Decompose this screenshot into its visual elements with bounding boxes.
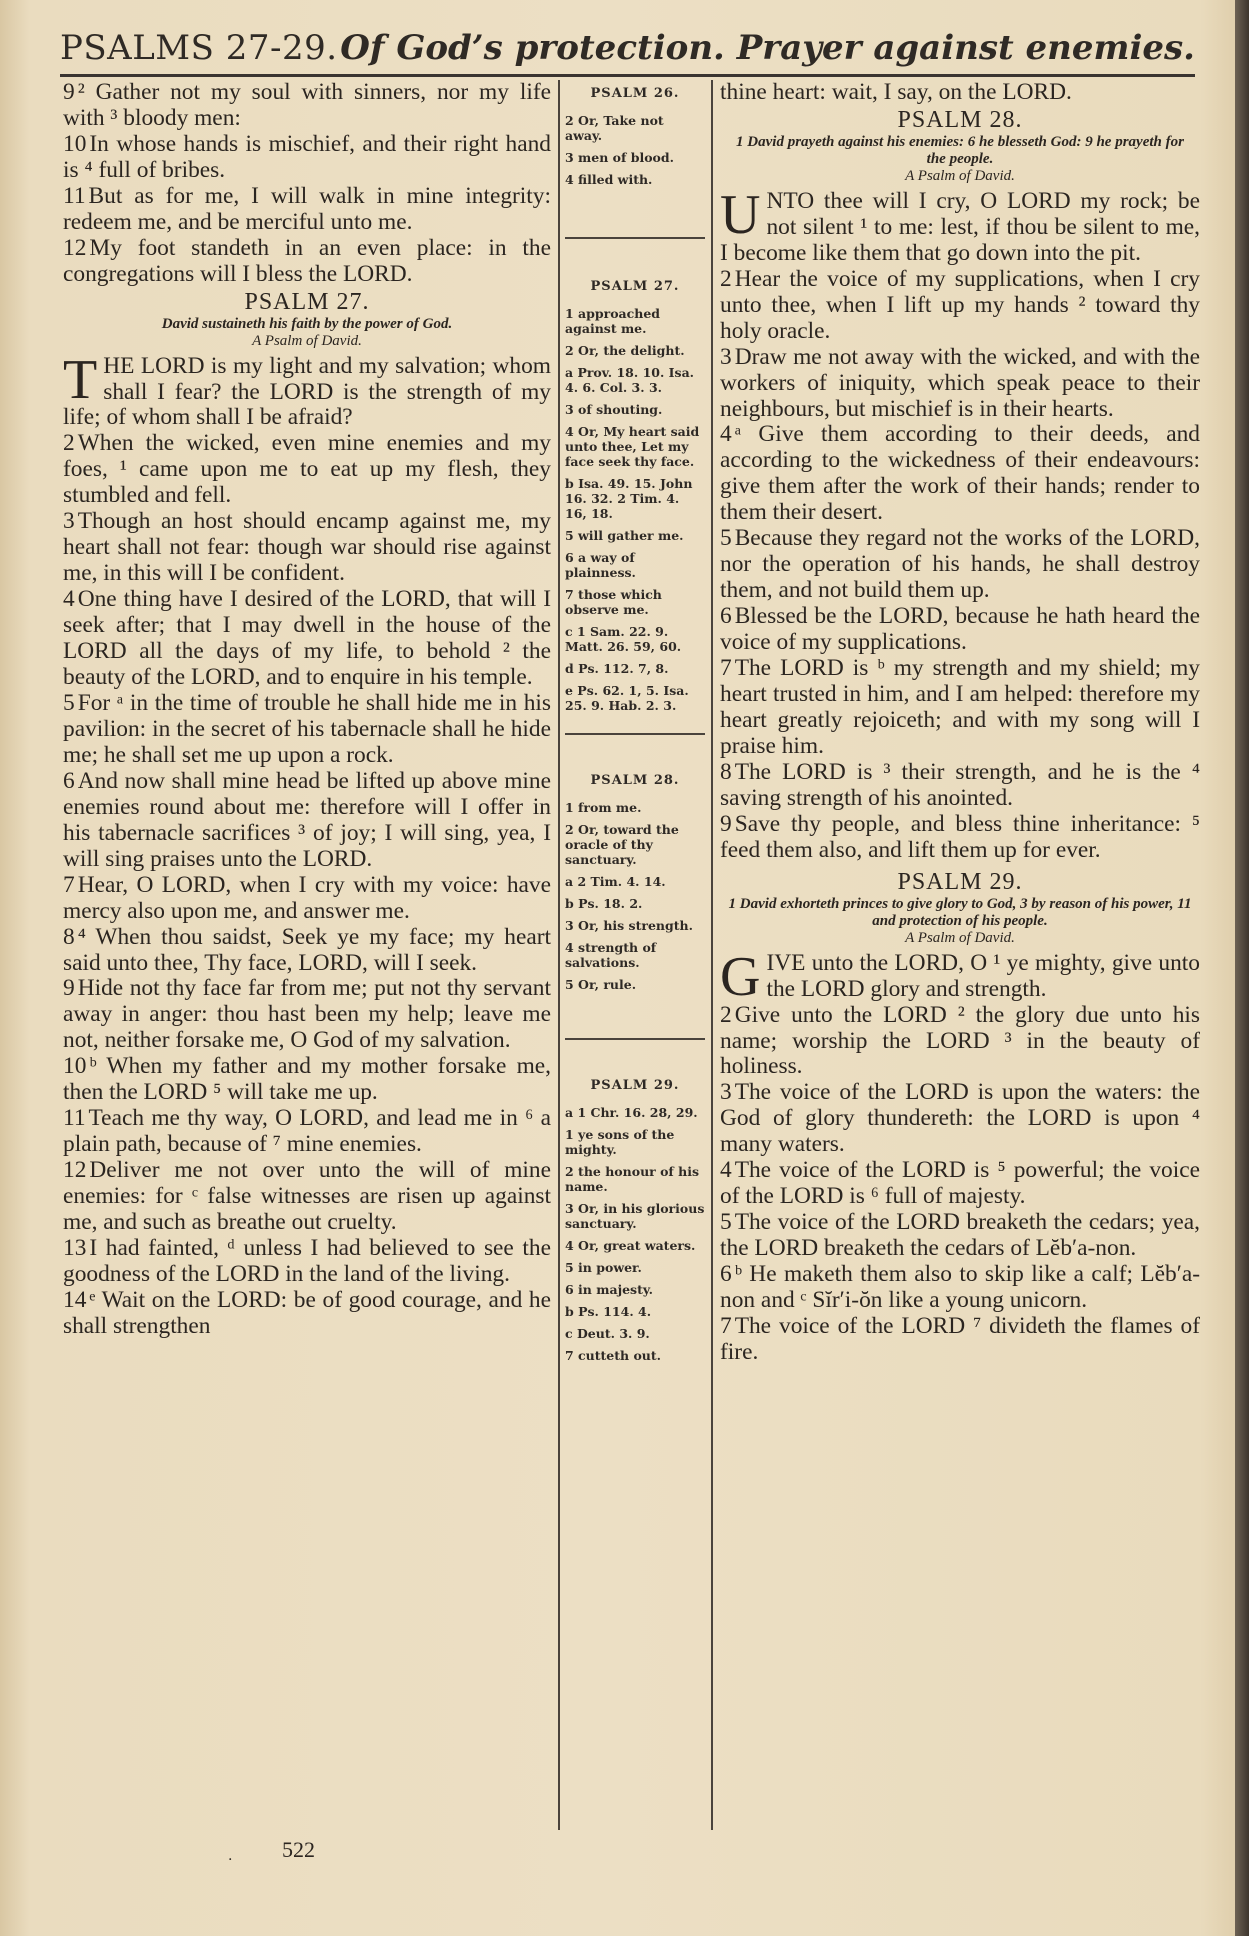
verse: 4 One thing have I desired of the LORD, that will I seek after; that I may dwell in the house of the LORD all the days of my life, to behold ² the beauty of the LORD, and to enquire in his temple. <box>63 586 551 691</box>
marginal-note: a 1 Chr. 16. 28, 29. <box>565 1105 698 1120</box>
marginal-note: 2 Or, the delight. <box>565 343 685 358</box>
verse: 7 The voice of the LORD ⁷ divideth the flames of fire. <box>720 1312 1200 1365</box>
marginal-note: c Deut. 3. 9. <box>565 1326 650 1341</box>
drop-cap: U <box>720 183 761 246</box>
verse: 12 Deliver me not over unto the will of mine enemies: for ᶜ false witnesses are risen up against me, and such as breathe out cruelty. <box>63 1157 551 1236</box>
verse: 14 ᵉ Wait on the LORD: be of good courage, and he shall strengthen <box>63 1286 551 1339</box>
marginal-note: 1 from me. <box>565 800 642 815</box>
marginal-note: 5 will gather me. <box>565 528 684 543</box>
marginal-note: 2 Or, Take not away. <box>565 113 664 143</box>
marginal-note: b Ps. 114. 4. <box>565 1304 652 1319</box>
verse: 5 For ᵃ in the time of trouble he shall hide me in his pavilion: in the secret of his tabernacle shall he hide me; he shall set me up upon a rock. <box>63 689 551 768</box>
psalm-28-summary: 1 David prayeth against his enemies: 6 he blesseth God: 9 he prayeth for the people. <box>736 133 1184 167</box>
footer-mark: . <box>228 1848 233 1864</box>
verse: 9 Hide not thy face far from me; put not thy servant away in anger: thou hast been my help; leave me not, neither forsake me, O God of my salvation. <box>63 975 551 1054</box>
verse: 7 The LORD is ᵇ my strength and my shield; my heart trusted in him, and I am helped: therefore my heart greatly rejoiceth; and with my song will I praise him. <box>720 655 1200 759</box>
marginal-note: 7 those which observe me. <box>565 587 662 617</box>
marginal-note: 2 the honour of his name. <box>565 1164 700 1194</box>
header-rule <box>60 74 1195 77</box>
verse: 4 The voice of the LORD is ⁵ powerful; the voice of the LORD is ⁶ full of majesty. <box>720 1157 1200 1210</box>
verse: 8 The LORD is ³ their strength, and he is the ⁴ saving strength of his anointed. <box>720 758 1200 811</box>
verse: 2 When the wicked, even mine enemies and my foes, ¹ came upon me to eat up my flesh, they stumbled and fell. <box>63 430 551 509</box>
verse: 9 Save thy people, and bless thine inheritance: ⁵ feed them also, and lift them up for ever. <box>720 810 1200 863</box>
notes-group-28 <box>565 800 705 992</box>
left-text-column <box>63 80 551 1835</box>
marginal-note: 3 men of blood. <box>565 150 674 165</box>
psalm-28-heading: PSALM 28. <box>897 106 1023 133</box>
verse: 5 The voice of the LORD breaketh the cedars; yea, the LORD breaketh the cedars of Lĕb′a-non. <box>720 1209 1200 1262</box>
psalm-28-attribution: A Psalm of David. <box>905 167 1015 184</box>
verse: 2 Give unto the LORD ² the glory due unto his name; worship the LORD ³ in the beauty of holiness. <box>720 1001 1200 1080</box>
verse: 3 Draw me not away with the wicked, and with the workers of iniquity, which speak peace to their neighbours, but mischief is in their hearts. <box>720 343 1200 422</box>
notes-heading: PSALM 29. <box>590 1078 680 1093</box>
psalm-29-heading: PSALM 29. <box>897 868 1023 895</box>
verse: 5 Because they regard not the works of the LORD, nor the operation of his hands, he shall destroy them, and not build them up. <box>720 525 1200 604</box>
running-header <box>60 28 1195 78</box>
page-number: 522 <box>282 1837 315 1862</box>
marginal-note: 3 Or, his strength. <box>565 918 693 933</box>
marginal-note: a Prov. 18. 10. Isa. 4. 6. Col. 3. 3. <box>565 365 695 395</box>
notes-heading: PSALM 28. <box>590 773 680 788</box>
marginal-note: 5 Or, rule. <box>565 977 637 992</box>
psalm-27-summary: David sustaineth his faith by the power of God. <box>161 315 453 332</box>
notes-heading: PSALM 26. <box>590 86 680 101</box>
marginal-note: a 2 Tim. 4. 14. <box>565 874 666 889</box>
marginal-note: d Ps. 112. 7, 8. <box>565 661 669 676</box>
drop-cap: G <box>720 945 761 1008</box>
marginal-note: 1 approached against me. <box>565 306 661 336</box>
verse: 10 ᵇ When my father and my mother forsake me, then the LORD ⁵ will take me up. <box>63 1053 551 1106</box>
verse: 6 And now shall mine head be lifted up above mine enemies round about me: therefore will I offer in his tabernacle sacrifices ³ of joy; I will sing, yea, I will sing praises unto the LORD. <box>63 767 551 872</box>
column-divider-left <box>558 80 560 1830</box>
marginal-note: 4 Or, great waters. <box>565 1238 696 1253</box>
verse: 11 Teach me thy way, O LORD, and lead me in ⁶ a plain path, because of ⁷ mine enemies. <box>63 1105 551 1158</box>
column-divider-right <box>711 80 713 1830</box>
marginal-note: b Isa. 49. 15. John 16. 32. 2 Tim. 4. 16, 18. <box>565 476 693 521</box>
verse: 2 Hear the voice of my supplications, when I cry unto thee, when I lift up my hands ² toward thy holy oracle. <box>720 265 1200 344</box>
verse: 13 I had fainted, ᵈ unless I had believed to see the goodness of the LORD in the land of the living. <box>63 1234 551 1287</box>
psalm-27-heading: PSALM 27. <box>244 288 370 315</box>
verse: 8 ⁴ When thou saidst, Seek ye my face; my heart said unto thee, Thy face, LORD, will I seek. <box>63 923 551 976</box>
verse: THE LORD is my light and my salvation; whom shall I fear? the LORD is the strength of my life; of whom shall I be afraid? <box>63 348 551 431</box>
notes-heading: PSALM 27. <box>590 279 680 294</box>
notes-group-29 <box>565 1105 705 1363</box>
verse: UNTO thee will I cry, O LORD my rock; be not silent ¹ to me: lest, if thou be silent to me, I become like them that go down into the pit. <box>720 183 1200 266</box>
verse: thine heart: wait, I say, on the LORD. <box>720 80 1072 105</box>
header-topics: Of God’s protection. Prayer against enemies. <box>340 28 1195 68</box>
marginal-note: b Ps. 18. 2. <box>565 896 643 911</box>
marginal-note: 1 ye sons of the mighty. <box>565 1127 675 1157</box>
marginal-notes-column <box>565 80 705 1830</box>
verse: 10 In whose hands is mischief, and their right hand is ⁴ full of bribes. <box>63 130 551 183</box>
marginal-note: 3 of shouting. <box>565 402 663 417</box>
psalm-29-summary: 1 David exhorteth princes to give glory to God, 3 by reason of his power, 11 and protection of his people. <box>728 895 1192 929</box>
notes-divider <box>565 733 705 735</box>
verse: 6 Blessed be the LORD, because he hath heard the voice of my supplications. <box>720 603 1200 656</box>
marginal-note: 7 cutteth out. <box>565 1348 662 1363</box>
marginal-note: 2 Or, toward the oracle of thy sanctuary. <box>565 822 679 867</box>
verse: 12 My foot standeth in an even place: in the congregations will I bless the LORD. <box>63 234 551 287</box>
right-text-column <box>720 80 1200 1840</box>
verse: 9 ² Gather not my soul with sinners, nor my life with ³ bloody men: <box>63 80 551 131</box>
drop-cap: T <box>63 348 98 411</box>
verse: 3 The voice of the LORD is upon the waters: the God of glory thundereth: the LORD is upon ⁴ many waters. <box>720 1079 1200 1158</box>
marginal-note: c 1 Sam. 22. 9. Matt. 26. 59, 60. <box>565 624 682 654</box>
marginal-note: 4 strength of salvations. <box>565 940 657 970</box>
marginal-note: e Ps. 62. 1, 5. Isa. 25. 9. Hab. 2. 3. <box>565 683 689 713</box>
psalm-29-attribution: A Psalm of David. <box>905 929 1015 946</box>
notes-group-27 <box>565 306 705 713</box>
book-edge <box>1235 0 1249 1936</box>
marginal-note: 4 filled with. <box>565 172 653 187</box>
marginal-note: 5 in power. <box>565 1260 642 1275</box>
notes-divider <box>565 1038 705 1040</box>
notes-group-26 <box>565 113 705 187</box>
marginal-note: 4 Or, My heart said unto thee, Let my face seek thy face. <box>565 424 700 469</box>
verse: 4 ᵃ Give them according to their deeds, and according to the wickedness of their endeavours: give them after the work of their hands; render to them their desert. <box>720 421 1200 526</box>
marginal-note: 3 Or, in his glorious sanctuary. <box>565 1201 705 1231</box>
verse: 6 ᵇ He maketh them also to skip like a calf; Lĕb′a-non and ᶜ Sĭr′i-ŏn like a young unicorn. <box>720 1261 1200 1314</box>
marginal-note: 6 a way of plainness. <box>565 550 636 580</box>
verse: 11 But as for me, I will walk in mine integrity: redeem me, and be merciful unto me. <box>63 182 551 235</box>
psalm-27-attribution: A Psalm of David. <box>252 332 362 349</box>
notes-divider <box>565 237 705 239</box>
verse: GIVE unto the LORD, O ¹ ye mighty, give unto the LORD glory and strength. <box>720 945 1200 1008</box>
header-book-range: PSALMS 27-29. <box>60 28 338 68</box>
verse: 3 Though an host should encamp against me, my heart shall not fear: though war should rise against me, in this will I be confident. <box>63 508 551 587</box>
marginal-note: 6 in majesty. <box>565 1282 654 1297</box>
verse: 7 Hear, O LORD, when I cry with my voice: have mercy also upon me, and answer me. <box>63 871 551 924</box>
